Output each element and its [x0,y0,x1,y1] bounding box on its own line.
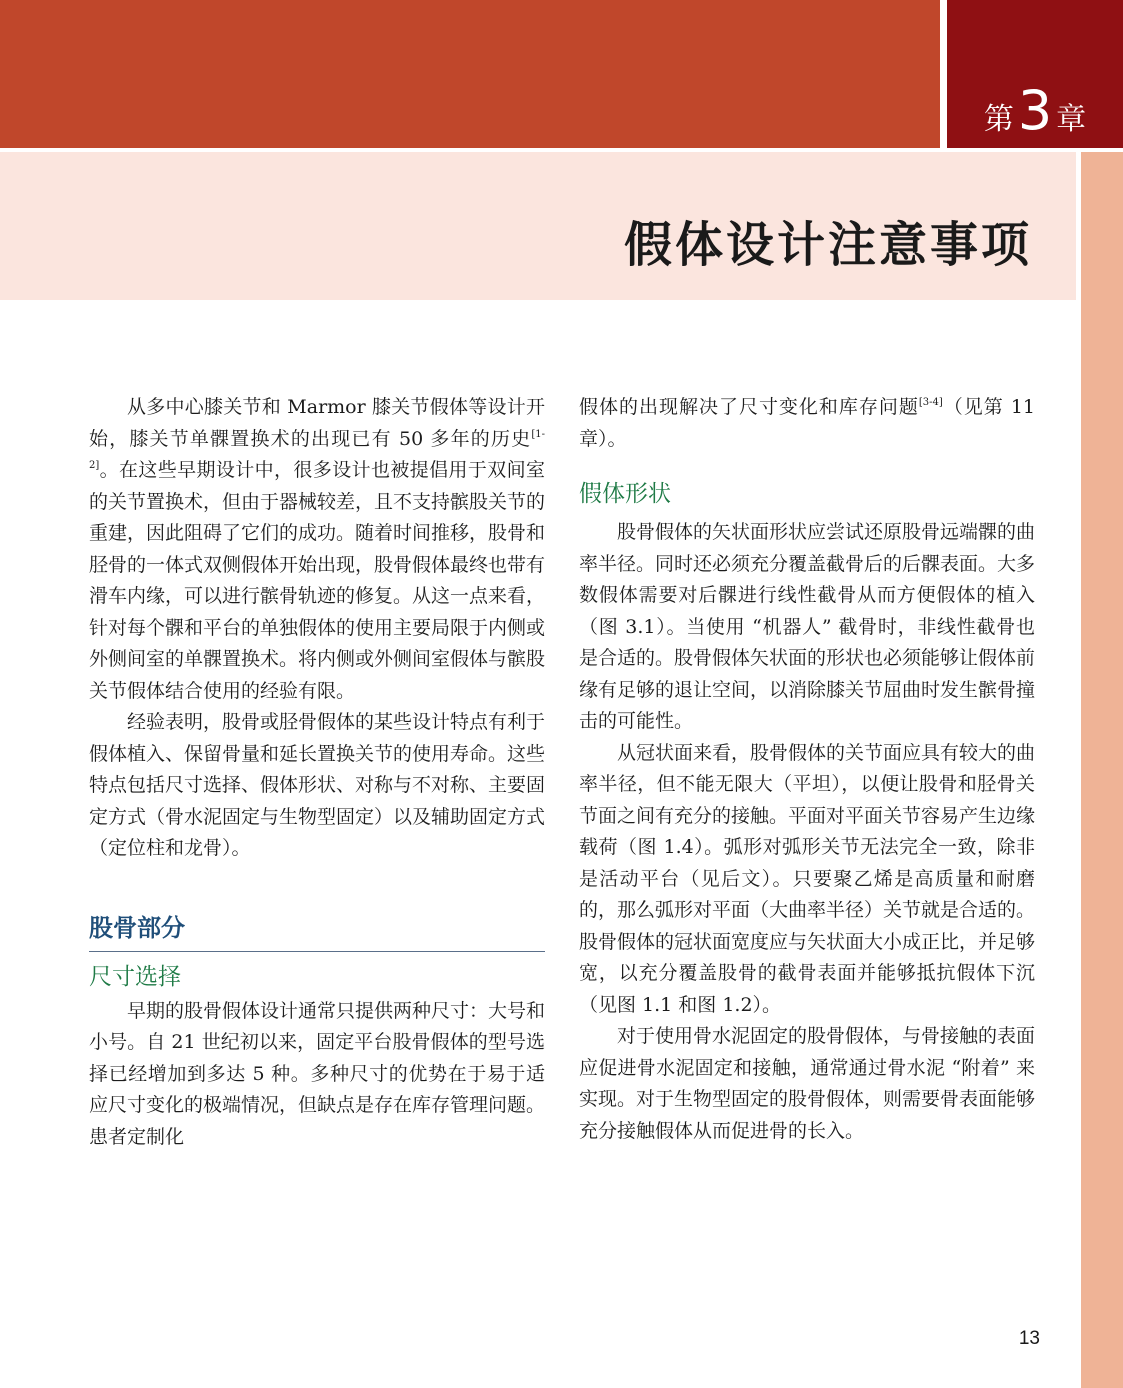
chapter-title: 假体设计注意事项 [623,217,1032,273]
section-title-femoral: 股骨部分 [89,911,545,952]
left-column [89,392,545,1153]
sizing-paragraph: 早期的股骨假体设计通常只提供两种尺寸：大号和小号。自 21 世纪初以来，固定平台股骨假体的型号选择已经增加到多达 5 种。多种尺寸的优势在于易于适应尺寸变化的极端情况，但缺点是存在库存管理问题。患者定制化 [89,999,546,1148]
shape-paragraph-3: 对于使用骨水泥固定的股骨假体，与骨接触的表面应促进骨水泥固定和接触，通常通过骨水泥 “附着” 来实现。对于生物型固定的股骨假体，则需要骨表面能够充分接触假体从而促进骨的长入。 [579,1025,1036,1142]
chapter-suffix: 章 [1056,102,1087,137]
chapter-tab [947,0,1123,148]
side-bar [1081,152,1123,1388]
chapter-label [947,79,1123,142]
shape-paragraph-1: 股骨假体的矢状面形状应尝试还原股骨远端髁的曲率半径。同时还必须充分覆盖截骨后的后髁表面。大多数假体需要对后髁进行线性截骨从而方便假体的植入（图 3.1）。当使用 “机器人” 截骨时，非线性截骨也是合适的。股骨假体矢状面的形状也必须能够让假体前缘有足够的退让空间，以消除膝关节屈曲时发生髌骨撞击的可能性。 [579,521,1036,732]
chapter-number: 3 [1017,79,1053,142]
intro-text-a: 从多中心膝关节和 Marmor 膝关节假体等设计开始，膝关节单髁置换术的出现已有 50 多年的历史 [89,396,545,450]
citation: [1-2] [89,428,545,471]
sizing-cont-text-b: （见第 11 章）。 [579,396,1035,450]
intro-paragraph-1 [89,392,545,707]
intro-text-b: 。在这些早期设计中，很多设计也被提倡用于双间室的关节置换术，但由于器械较差，且不支持髌股关节的重建，因此阻碍了它们的成功。随着时间推移，股骨和胫骨的一体式双侧假体开始出现，股骨假体最终也带有滑车内缘，可以进行髌骨轨迹的修复。从这一点来看，针对每个髁和平台的单独假体的使用主要局限于内侧或外侧间室的单髁置换术。将内侧或外侧间室假体与髌股关节假体结合使用的经验有限。 [89,459,546,702]
subsection-title-shape: 假体形状 [579,481,671,507]
chapter-prefix: 第 [983,102,1014,137]
title-band [0,152,1076,300]
header-band [0,0,940,148]
citation: [3-4] [918,397,943,408]
subsection-title-sizing: 尺寸选择 [89,963,181,990]
sizing-cont-text-a: 假体的出现解决了尺寸变化和库存问题 [579,396,919,418]
right-column [579,392,1035,1147]
shape-paragraph-2: 从冠状面来看，股骨假体的关节面应具有较大的曲率半径，但不能无限大（平坦），以便让股骨和胫骨关节面之间有充分的接触。平面对平面关节容易产生边缘载荷（图 1.4）。弧形对弧形关节无法完全一致，除非是活动平台（见后文）。只要聚乙烯是高质量和耐磨的，那么弧形对平面（大曲率半径）关节就是合适的。股骨假体的冠状面宽度应与矢状面大小成正比，并足够宽，以充分覆盖股骨的截骨表面并能够抵抗假体下沉（见图 1.1 和图 1.2）。 [579,741,1036,1016]
sizing-paragraph-continued [579,392,1035,455]
page-number: 13 [1018,1328,1040,1349]
intro-paragraph-2: 经验表明，股骨或胫骨假体的某些设计特点有利于假体植入、保留骨量和延长置换关节的使用寿命。这些特点包括尺寸选择、假体形状、对称与不对称、主要固定方式（骨水泥固定与生物型固定）以及辅助固定方式（定位柱和龙骨）。 [89,711,546,859]
